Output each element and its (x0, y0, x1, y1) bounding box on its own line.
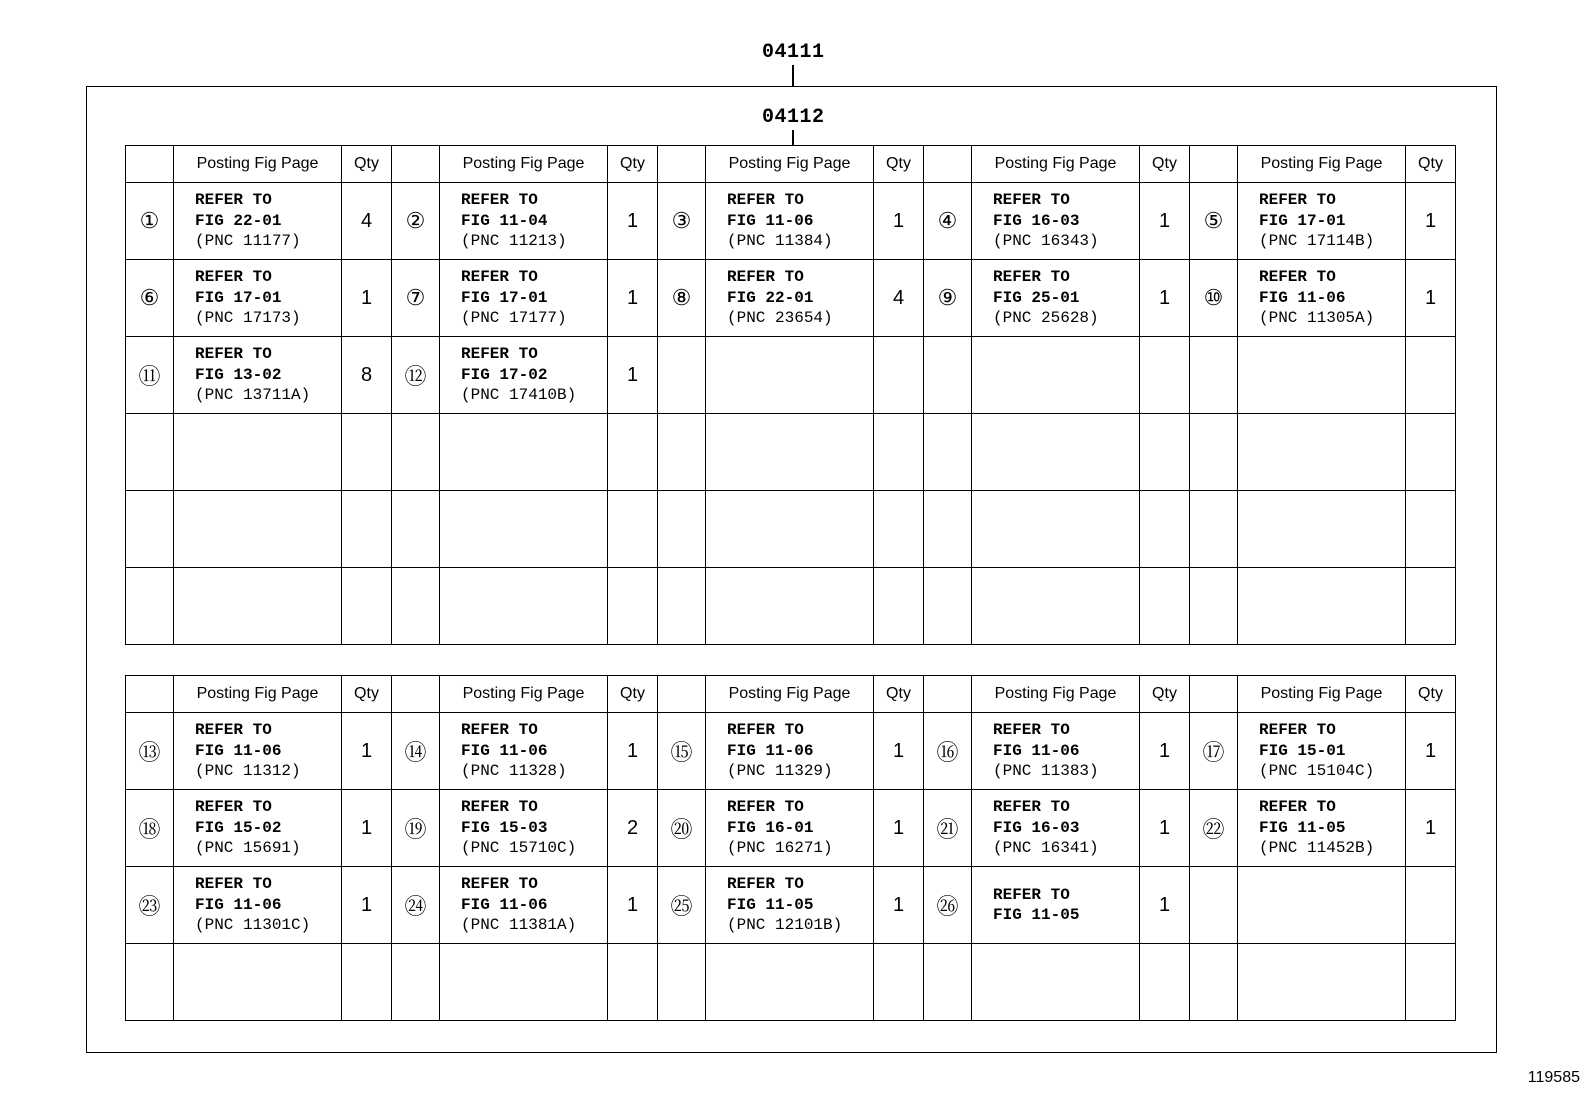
callout-number: ⑪ (126, 337, 174, 414)
quantity: 1 (1140, 183, 1190, 260)
header-posting-fig-page: Posting Fig Page (440, 146, 608, 183)
pnc-number: (PNC 16343) (993, 232, 1099, 251)
posting-reference (972, 183, 1140, 260)
figure-id: 119585 (1527, 1069, 1580, 1086)
callout-number: ㉕ (658, 867, 706, 944)
pnc-number: (PNC 25628) (993, 309, 1099, 328)
callout-number: ⑲ (392, 790, 440, 867)
quantity (874, 414, 924, 491)
header-posting-fig-page: Posting Fig Page (706, 676, 874, 713)
posting-reference (706, 260, 874, 337)
pnc-number: (PNC 15710C) (461, 839, 577, 858)
pnc-number: (PNC 11383) (993, 762, 1099, 781)
header-qty: Qty (608, 676, 658, 713)
callout-number (1190, 491, 1238, 568)
quantity (342, 491, 392, 568)
posting-reference (440, 337, 608, 414)
quantity: 1 (608, 337, 658, 414)
callout-number: ⑨ (924, 260, 972, 337)
quantity: 4 (342, 183, 392, 260)
quantity: 1 (608, 183, 658, 260)
posting-reference (972, 337, 1140, 414)
callout-number (1190, 337, 1238, 414)
refer-to-text: REFER TO (461, 875, 538, 894)
header-posting-fig-page: Posting Fig Page (706, 146, 874, 183)
quantity: 1 (608, 713, 658, 790)
posting-reference (1238, 790, 1406, 867)
header-blank-cell (1190, 146, 1238, 183)
header-qty: Qty (1406, 676, 1456, 713)
table-row (126, 183, 1456, 260)
fig-reference: FIG 17-02 (461, 365, 548, 384)
quantity: 1 (874, 867, 924, 944)
callout-number (1190, 867, 1238, 944)
callout-number: ㉖ (924, 867, 972, 944)
posting-reference (1238, 713, 1406, 790)
fig-reference: FIG 11-05 (993, 906, 1080, 924)
fig-reference: FIG 15-03 (461, 818, 548, 837)
fig-reference: FIG 11-06 (727, 211, 814, 230)
callout-number (392, 944, 440, 1021)
refer-to-text: REFER TO (727, 268, 804, 287)
refer-to-text: REFER TO (1259, 191, 1336, 210)
pnc-number: (PNC 15104C) (1259, 762, 1375, 781)
quantity (1140, 337, 1190, 414)
pnc-number: (PNC 11312) (195, 762, 301, 781)
callout-number (658, 337, 706, 414)
callout-number: ⑫ (392, 337, 440, 414)
quantity (608, 944, 658, 1021)
refer-to-text: REFER TO (727, 721, 804, 740)
posting-reference (1238, 867, 1406, 944)
header-posting-fig-page: Posting Fig Page (440, 676, 608, 713)
posting-reference (174, 414, 342, 491)
header-qty: Qty (342, 676, 392, 713)
posting-reference (706, 568, 874, 645)
quantity (608, 491, 658, 568)
pnc-number: (PNC 11301C) (195, 916, 311, 935)
callout-number (924, 414, 972, 491)
header-blank-cell (924, 146, 972, 183)
posting-reference (706, 867, 874, 944)
header-blank-cell (658, 676, 706, 713)
refer-to-text: REFER TO (195, 798, 272, 817)
posting-reference (174, 183, 342, 260)
callout-number: ⑧ (658, 260, 706, 337)
pnc-number: (PNC 17177) (461, 309, 567, 328)
posting-reference (174, 713, 342, 790)
quantity (1140, 944, 1190, 1021)
posting-reference (1238, 414, 1406, 491)
quantity: 1 (342, 867, 392, 944)
callout-number (924, 491, 972, 568)
posting-reference (706, 337, 874, 414)
quantity: 4 (874, 260, 924, 337)
callout-number (126, 944, 174, 1021)
posting-reference (1238, 260, 1406, 337)
table-row (126, 713, 1456, 790)
header-posting-fig-page: Posting Fig Page (972, 676, 1140, 713)
table-row (126, 867, 1456, 944)
posting-reference (1238, 944, 1406, 1021)
refer-to-text: REFER TO (993, 885, 1070, 904)
quantity (1140, 568, 1190, 645)
pnc-number: (PNC 11213) (461, 232, 567, 251)
header-posting-fig-page: Posting Fig Page (972, 146, 1140, 183)
refer-to-text: REFER TO (195, 191, 272, 210)
callout-number (658, 568, 706, 645)
posting-reference (440, 414, 608, 491)
callout-number: ① (126, 183, 174, 260)
posting-reference (1238, 568, 1406, 645)
refer-to-text: REFER TO (461, 268, 538, 287)
posting-reference (972, 790, 1140, 867)
quantity: 1 (342, 790, 392, 867)
assembly-label-04111: 04111 (762, 41, 825, 64)
header-qty: Qty (1140, 676, 1190, 713)
fig-reference: FIG 11-06 (727, 741, 814, 760)
refer-to-text: REFER TO (195, 345, 272, 364)
callout-number: ② (392, 183, 440, 260)
fig-reference: FIG 11-05 (1259, 818, 1346, 837)
quantity (342, 568, 392, 645)
fig-reference: FIG 11-06 (195, 741, 282, 760)
pnc-number: (PNC 23654) (727, 309, 833, 328)
pnc-number: (PNC 17114B) (1259, 232, 1375, 251)
refer-to-text: REFER TO (727, 875, 804, 894)
fig-reference: FIG 16-01 (727, 818, 814, 837)
callout-number: ⑬ (126, 713, 174, 790)
pnc-number: (PNC 16271) (727, 839, 833, 858)
refer-to-text: REFER TO (461, 191, 538, 210)
callout-number: ⑩ (1190, 260, 1238, 337)
header-blank-cell (924, 676, 972, 713)
fig-reference: FIG 22-01 (195, 211, 282, 230)
posting-reference (440, 944, 608, 1021)
posting-reference (174, 491, 342, 568)
posting-reference (440, 713, 608, 790)
posting-reference (1238, 183, 1406, 260)
header-posting-fig-page: Posting Fig Page (1238, 146, 1406, 183)
quantity: 1 (874, 790, 924, 867)
header-blank-cell (126, 146, 174, 183)
callout-number (658, 414, 706, 491)
callout-number (658, 944, 706, 1021)
quantity: 1 (608, 260, 658, 337)
callout-number: ⑱ (126, 790, 174, 867)
posting-reference (174, 790, 342, 867)
quantity (342, 944, 392, 1021)
refer-to-text: REFER TO (727, 798, 804, 817)
posting-reference (1238, 491, 1406, 568)
fig-reference: FIG 17-01 (1259, 211, 1346, 230)
quantity: 1 (874, 183, 924, 260)
callout-number: ㉒ (1190, 790, 1238, 867)
pnc-number: (PNC 11177) (195, 232, 301, 251)
callout-number (1190, 944, 1238, 1021)
callout-number: ⑳ (658, 790, 706, 867)
fig-reference: FIG 15-02 (195, 818, 282, 837)
fig-reference: FIG 25-01 (993, 288, 1080, 307)
table-row (126, 944, 1456, 1021)
fig-reference: FIG 16-03 (993, 211, 1080, 230)
callout-number (392, 568, 440, 645)
parts-table-upper (125, 145, 1456, 645)
refer-to-text: REFER TO (1259, 268, 1336, 287)
refer-to-text: REFER TO (993, 191, 1070, 210)
pnc-number: (PNC 17410B) (461, 386, 577, 405)
quantity (874, 337, 924, 414)
posting-reference (174, 337, 342, 414)
fig-reference: FIG 17-01 (461, 288, 548, 307)
posting-reference (706, 491, 874, 568)
quantity: 1 (608, 867, 658, 944)
header-qty: Qty (342, 146, 392, 183)
fig-reference: FIG 16-03 (993, 818, 1080, 837)
callout-number: ㉓ (126, 867, 174, 944)
refer-to-text: REFER TO (727, 191, 804, 210)
header-qty: Qty (874, 146, 924, 183)
pnc-number: (PNC 17173) (195, 309, 301, 328)
header-blank-cell (126, 676, 174, 713)
table-row (126, 260, 1456, 337)
callout-number: ⑮ (658, 713, 706, 790)
pnc-number: (PNC 11381A) (461, 916, 577, 935)
quantity: 1 (1406, 260, 1456, 337)
callout-number: ⑯ (924, 713, 972, 790)
refer-to-text: REFER TO (461, 798, 538, 817)
callout-number (1190, 414, 1238, 491)
header-qty: Qty (1406, 146, 1456, 183)
quantity: 1 (1140, 867, 1190, 944)
callout-number (126, 491, 174, 568)
assembly-label-04112: 04112 (762, 106, 825, 129)
fig-reference: FIG 17-01 (195, 288, 282, 307)
fig-reference: FIG 11-04 (461, 211, 548, 230)
posting-reference (440, 790, 608, 867)
refer-to-text: REFER TO (1259, 798, 1336, 817)
quantity: 1 (1140, 260, 1190, 337)
callout-number: ⑭ (392, 713, 440, 790)
refer-to-text: REFER TO (195, 721, 272, 740)
table-header-row (126, 676, 1456, 713)
pnc-number: (PNC 13711A) (195, 386, 311, 405)
fig-reference: FIG 11-06 (461, 741, 548, 760)
callout-number: ⑦ (392, 260, 440, 337)
quantity: 1 (1140, 713, 1190, 790)
posting-reference (174, 867, 342, 944)
posting-reference (972, 944, 1140, 1021)
quantity: 8 (342, 337, 392, 414)
callout-number: ⑥ (126, 260, 174, 337)
header-posting-fig-page: Posting Fig Page (174, 146, 342, 183)
posting-reference (440, 183, 608, 260)
pnc-number: (PNC 16341) (993, 839, 1099, 858)
quantity: 1 (1140, 790, 1190, 867)
header-qty: Qty (1140, 146, 1190, 183)
table-header-row (126, 146, 1456, 183)
header-blank-cell (392, 146, 440, 183)
quantity: 2 (608, 790, 658, 867)
header-qty: Qty (874, 676, 924, 713)
callout-number (924, 944, 972, 1021)
table-row (126, 790, 1456, 867)
posting-reference (972, 491, 1140, 568)
posting-reference (706, 713, 874, 790)
quantity (1140, 414, 1190, 491)
posting-reference (972, 713, 1140, 790)
refer-to-text: REFER TO (993, 721, 1070, 740)
header-blank-cell (658, 146, 706, 183)
fig-reference: FIG 11-06 (461, 895, 548, 914)
pnc-number: (PNC 11452B) (1259, 839, 1375, 858)
callout-number: ④ (924, 183, 972, 260)
quantity (874, 944, 924, 1021)
fig-reference: FIG 11-05 (727, 895, 814, 914)
fig-reference: FIG 13-02 (195, 365, 282, 384)
header-qty: Qty (608, 146, 658, 183)
leader-line-inner (792, 130, 794, 146)
callout-number: ⑰ (1190, 713, 1238, 790)
pnc-number: (PNC 15691) (195, 839, 301, 858)
posting-reference (706, 183, 874, 260)
refer-to-text: REFER TO (993, 798, 1070, 817)
quantity: 1 (1406, 713, 1456, 790)
table-row (126, 414, 1456, 491)
pnc-number: (PNC 12101B) (727, 916, 843, 935)
table-row (126, 568, 1456, 645)
posting-reference (440, 491, 608, 568)
callout-number (658, 491, 706, 568)
posting-reference (1238, 337, 1406, 414)
callout-number: ⑤ (1190, 183, 1238, 260)
quantity (608, 414, 658, 491)
posting-reference (440, 568, 608, 645)
table-row (126, 337, 1456, 414)
refer-to-text: REFER TO (1259, 721, 1336, 740)
callout-number (392, 491, 440, 568)
posting-reference (706, 944, 874, 1021)
refer-to-text: REFER TO (461, 345, 538, 364)
posting-reference (440, 260, 608, 337)
fig-reference: FIG 22-01 (727, 288, 814, 307)
pnc-number: (PNC 11328) (461, 762, 567, 781)
posting-reference (706, 790, 874, 867)
callout-number: ㉔ (392, 867, 440, 944)
header-blank-cell (1190, 676, 1238, 713)
quantity: 1 (1406, 790, 1456, 867)
quantity: 1 (874, 713, 924, 790)
parts-table-lower (125, 675, 1456, 1021)
quantity: 1 (342, 713, 392, 790)
pnc-number: (PNC 11305A) (1259, 309, 1375, 328)
header-blank-cell (392, 676, 440, 713)
posting-reference (706, 414, 874, 491)
callout-number (924, 568, 972, 645)
quantity (1406, 491, 1456, 568)
callout-number (126, 414, 174, 491)
quantity (1406, 414, 1456, 491)
quantity (874, 568, 924, 645)
quantity (608, 568, 658, 645)
callout-number: ㉑ (924, 790, 972, 867)
callout-number (924, 337, 972, 414)
posting-reference (440, 867, 608, 944)
fig-reference: FIG 11-06 (993, 741, 1080, 760)
quantity: 1 (1406, 183, 1456, 260)
quantity (1140, 491, 1190, 568)
fig-reference: FIG 15-01 (1259, 741, 1346, 760)
quantity (1406, 867, 1456, 944)
quantity (874, 491, 924, 568)
pnc-number: (PNC 11384) (727, 232, 833, 251)
posting-reference (972, 414, 1140, 491)
posting-reference (972, 260, 1140, 337)
callout-number: ③ (658, 183, 706, 260)
callout-number (1190, 568, 1238, 645)
table-row (126, 491, 1456, 568)
header-posting-fig-page: Posting Fig Page (1238, 676, 1406, 713)
quantity (342, 414, 392, 491)
quantity (1406, 568, 1456, 645)
refer-to-text: REFER TO (195, 875, 272, 894)
fig-reference: FIG 11-06 (195, 895, 282, 914)
header-posting-fig-page: Posting Fig Page (174, 676, 342, 713)
posting-reference (972, 568, 1140, 645)
refer-to-text: REFER TO (461, 721, 538, 740)
refer-to-text: REFER TO (195, 268, 272, 287)
posting-reference (174, 260, 342, 337)
pnc-number: (PNC 11329) (727, 762, 833, 781)
posting-reference (174, 944, 342, 1021)
posting-reference (972, 867, 1140, 944)
quantity: 1 (342, 260, 392, 337)
leader-line-outer (792, 65, 794, 86)
callout-number (126, 568, 174, 645)
callout-number (392, 414, 440, 491)
quantity (1406, 337, 1456, 414)
quantity (1406, 944, 1456, 1021)
refer-to-text: REFER TO (993, 268, 1070, 287)
posting-reference (174, 568, 342, 645)
fig-reference: FIG 11-06 (1259, 288, 1346, 307)
